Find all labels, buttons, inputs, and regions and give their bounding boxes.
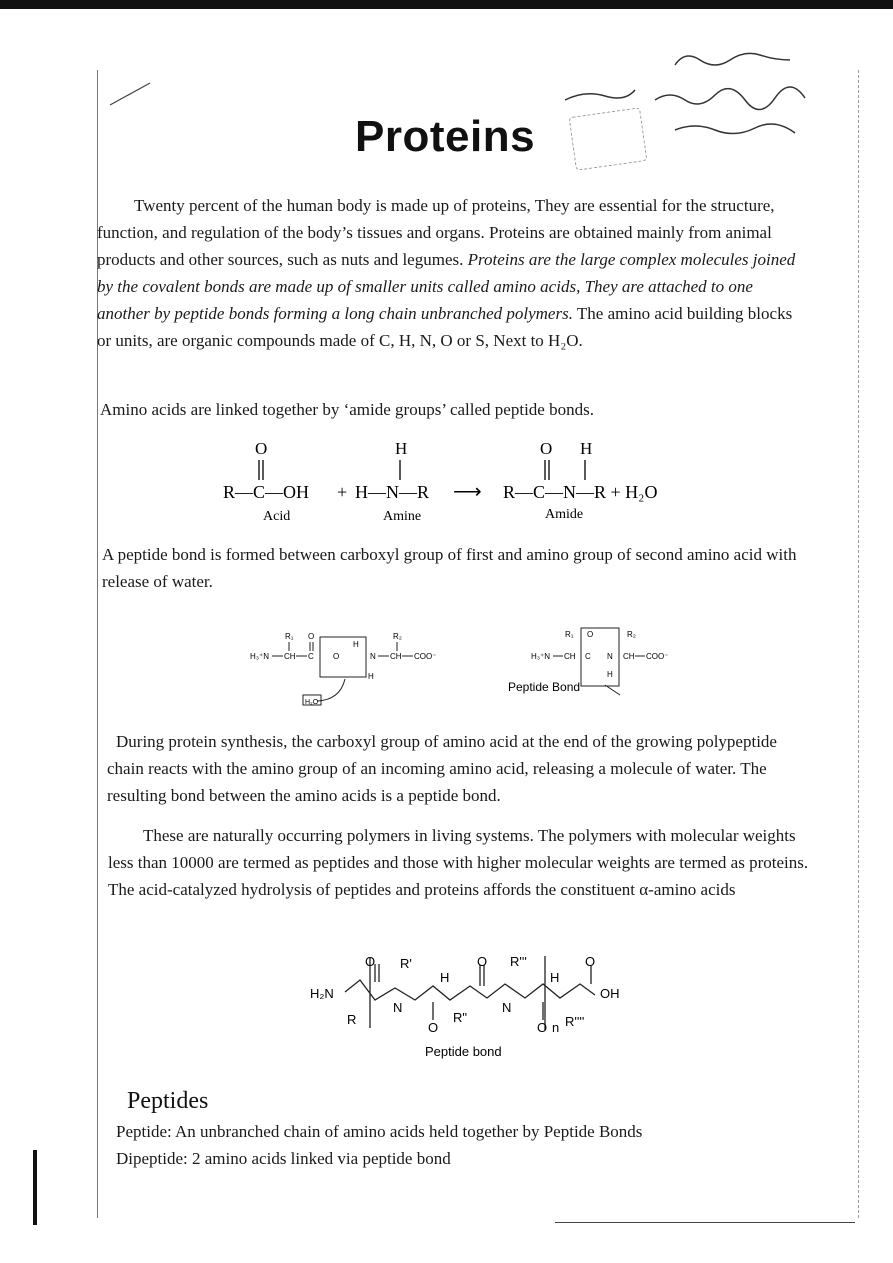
fig1-h-right: H [607, 670, 613, 679]
amide-label: Amide [545, 507, 584, 522]
intro-text-2: The amino acid building blocks or units, are organic compounds made of C, H, N, O or S, Next to H₂O. [97, 304, 793, 350]
intro-italic-text: Proteins are the large complex molecules joined by the covalent bonds are made up of smaller units called amino acids, They are attached to one another by peptide bonds forming a long chain unbranched polymers. [97, 250, 796, 323]
fig1-o-mid: O [333, 652, 340, 661]
fig1-h3n-left: H₃⁺N [250, 652, 270, 661]
fig1-r2-right: R₂ [627, 630, 636, 639]
amide-reaction-equation [215, 432, 715, 527]
peptides-heading: Peptides [127, 1088, 209, 1114]
fig2-oh: OH [600, 986, 620, 1001]
top-scan-border [0, 0, 893, 9]
fig1-coo-left: COO⁻ [414, 652, 437, 661]
amine-label: Amine [383, 509, 422, 524]
footer-rule [555, 1222, 855, 1223]
fig1-coo-right: COO⁻ [646, 652, 669, 661]
fig1-ch-right: CH [564, 652, 576, 661]
fig1-ch-right-2: CH [623, 652, 635, 661]
amide-formula: R—C—N—R + H₂O [503, 482, 658, 502]
amine-formula: H—N—R [355, 482, 430, 502]
plus-sign: + [337, 482, 348, 502]
acid-formula: R—C—OH [223, 482, 310, 502]
handwritten-notes [555, 40, 835, 150]
peptide-bond-sentence: A peptide bond is formed between carboxyl group of first and amino group of second amino acid with release of water. [102, 545, 797, 591]
dipeptide-definition: Dipeptide: 2 amino acids linked via peptide bond [116, 1149, 451, 1168]
fig1-c-right: C [585, 652, 591, 661]
page-title: Proteins [355, 112, 536, 161]
fig2-h4: H [550, 970, 560, 985]
fig1-peptide-bond-caption: Peptide Bond [508, 680, 581, 694]
intro-text-1: Twenty percent of the human body is made up of proteins, They are essential for the structure, function, and regulation of the body’s tissues and organs. Proteins are obtained mainly from animal products and other sources, such as nuts and legumes. [97, 196, 775, 269]
fig2-o5: O [585, 954, 596, 969]
polymer-paragraph: These are naturally occurring polymers in living systems. The polymers with molecular weights less than 10000 are termed as peptides and those with higher molecular weights are termed as proteins. The acid-catalyzed hydrolysis of peptides and proteins affords the constituent α-amino acids [108, 826, 809, 899]
acid-label: Acid [263, 509, 291, 524]
fig2-n3: N [502, 1000, 512, 1015]
fig2-r2: R" [453, 1010, 468, 1025]
fig1-r2-left: R₂ [393, 632, 402, 641]
fig2-o3: O [477, 954, 488, 969]
reaction-arrow: ⟶ [453, 481, 482, 503]
fig1-ch-left-2: CH [390, 652, 402, 661]
fig1-h3n-right: H₃⁺N [531, 652, 551, 661]
polypeptide-chain-figure [305, 950, 665, 1062]
fig1-n-right: N [607, 652, 613, 661]
fig2-o4: O [537, 1020, 548, 1035]
fig2-caption: Peptide bond [425, 1044, 502, 1059]
fig1-ch-left: CH [284, 652, 296, 661]
peptide-definition: Peptide: An unbranched chain of amino acids held together by Peptide Bonds [116, 1122, 643, 1141]
fig1-h-mid: H [353, 640, 359, 649]
fig1-water-label: H₂O [305, 699, 319, 706]
fig2-r1: R' [400, 956, 412, 971]
peptide-formation-figure [245, 625, 695, 715]
fig2-h2: H [440, 970, 450, 985]
pen-mark [105, 75, 165, 115]
acid-oxygen: O [255, 439, 268, 458]
fig2-r3: R''' [510, 954, 527, 969]
fig1-n-mid: N [370, 652, 376, 661]
fig1-r1-right: R₁ [565, 630, 574, 639]
fig1-h-lower: H [368, 672, 374, 681]
fig1-r1-left: R₁ [285, 632, 294, 641]
fig1-o-left: O [308, 632, 315, 641]
fig2-r4: R'''' [565, 1014, 585, 1029]
synthesis-paragraph: During protein synthesis, the carboxyl group of amino acid at the end of the growing polypeptide chain reacts with the amino group of an incoming amino acid, releasing a molecule of water. The resulting bond between the amino acids is a peptide bond. [107, 732, 777, 805]
scan-edge-mark [33, 1150, 37, 1225]
fig1-o-right: O [587, 630, 594, 639]
amide-sentence: Amino acids are linked together by ‘amide groups’ called peptide bonds. [100, 400, 594, 419]
fig2-o2: O [428, 1020, 439, 1035]
fig2-r: R [347, 1012, 357, 1027]
amide-oxygen: O [540, 439, 553, 458]
fig2-o1: O [365, 954, 376, 969]
fig1-c-left: C [308, 652, 314, 661]
amine-hydrogen: H [395, 439, 408, 458]
intro-paragraph [97, 192, 807, 354]
amide-hydrogen: H [580, 439, 593, 458]
fig2-subscript-n: n [552, 1020, 560, 1035]
fig2-h2n: H₂N [310, 986, 334, 1001]
fig2-n1: N [393, 1000, 403, 1015]
